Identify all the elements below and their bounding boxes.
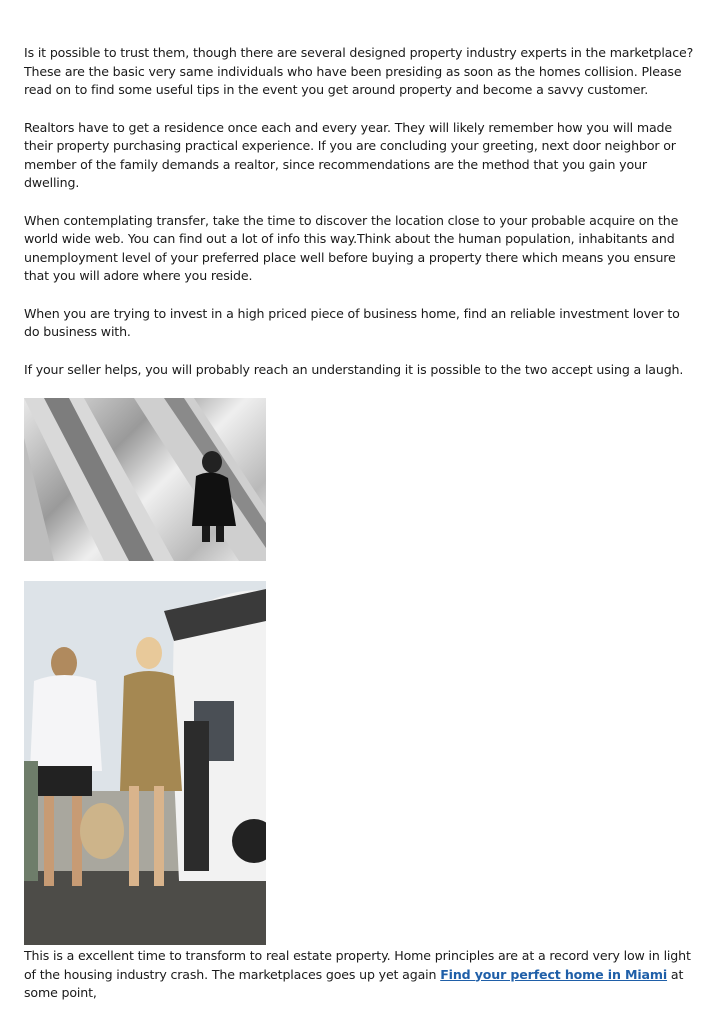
paragraph-6-text-after: at some point, — [24, 966, 684, 1000]
paragraph-2: Realtors have to get a residence once each and every year. They will likely remember how you will made their property purchasing practical experience. If you are concluding your greeting, next door neighbor or member of the family demands a realtor, since recommendations are the method that you gain your dwelling. — [24, 119, 676, 190]
paragraph-1: Is it possible to trust them, though there are several designed property industry experts in the marketplace? These are the basic very same individuals who have been presiding as soon as the homes collision. Please read on to find some useful tips in the event you get around property and become a savvy customer. — [24, 45, 694, 97]
paragraph-3: When contemplating transfer, take the time to discover the location close to your probable acquire on the world wide web. You can find out a lot of info this way.Think about the human population, inhabitants and unemployment level of your preferred place well before buying a property there which means you ensure that you will adore where you reside. — [24, 212, 679, 283]
paragraph-5: If your seller helps, you will probably reach an understanding it is possible to the two accept using a laugh. — [24, 361, 684, 377]
paragraph-4: When you are trying to invest in a high priced piece of business home, find an reliable investment lover to do business with. — [24, 305, 680, 339]
beach-people-photo-art — [24, 581, 266, 945]
beach-people-photo — [24, 581, 266, 945]
paragraph-6 — [24, 947, 704, 1003]
miami-home-link[interactable]: Find your perfect home in Miami — [440, 966, 668, 982]
article-body — [24, 44, 698, 945]
paragraph-6-text-before: This is a excellent time to transform to real estate property. Home principles are at a record very low in light of the housing industry crash. The marketplaces goes up yet again — [24, 948, 691, 982]
staircase-photo-art — [24, 398, 266, 561]
staircase-photo — [24, 398, 266, 561]
